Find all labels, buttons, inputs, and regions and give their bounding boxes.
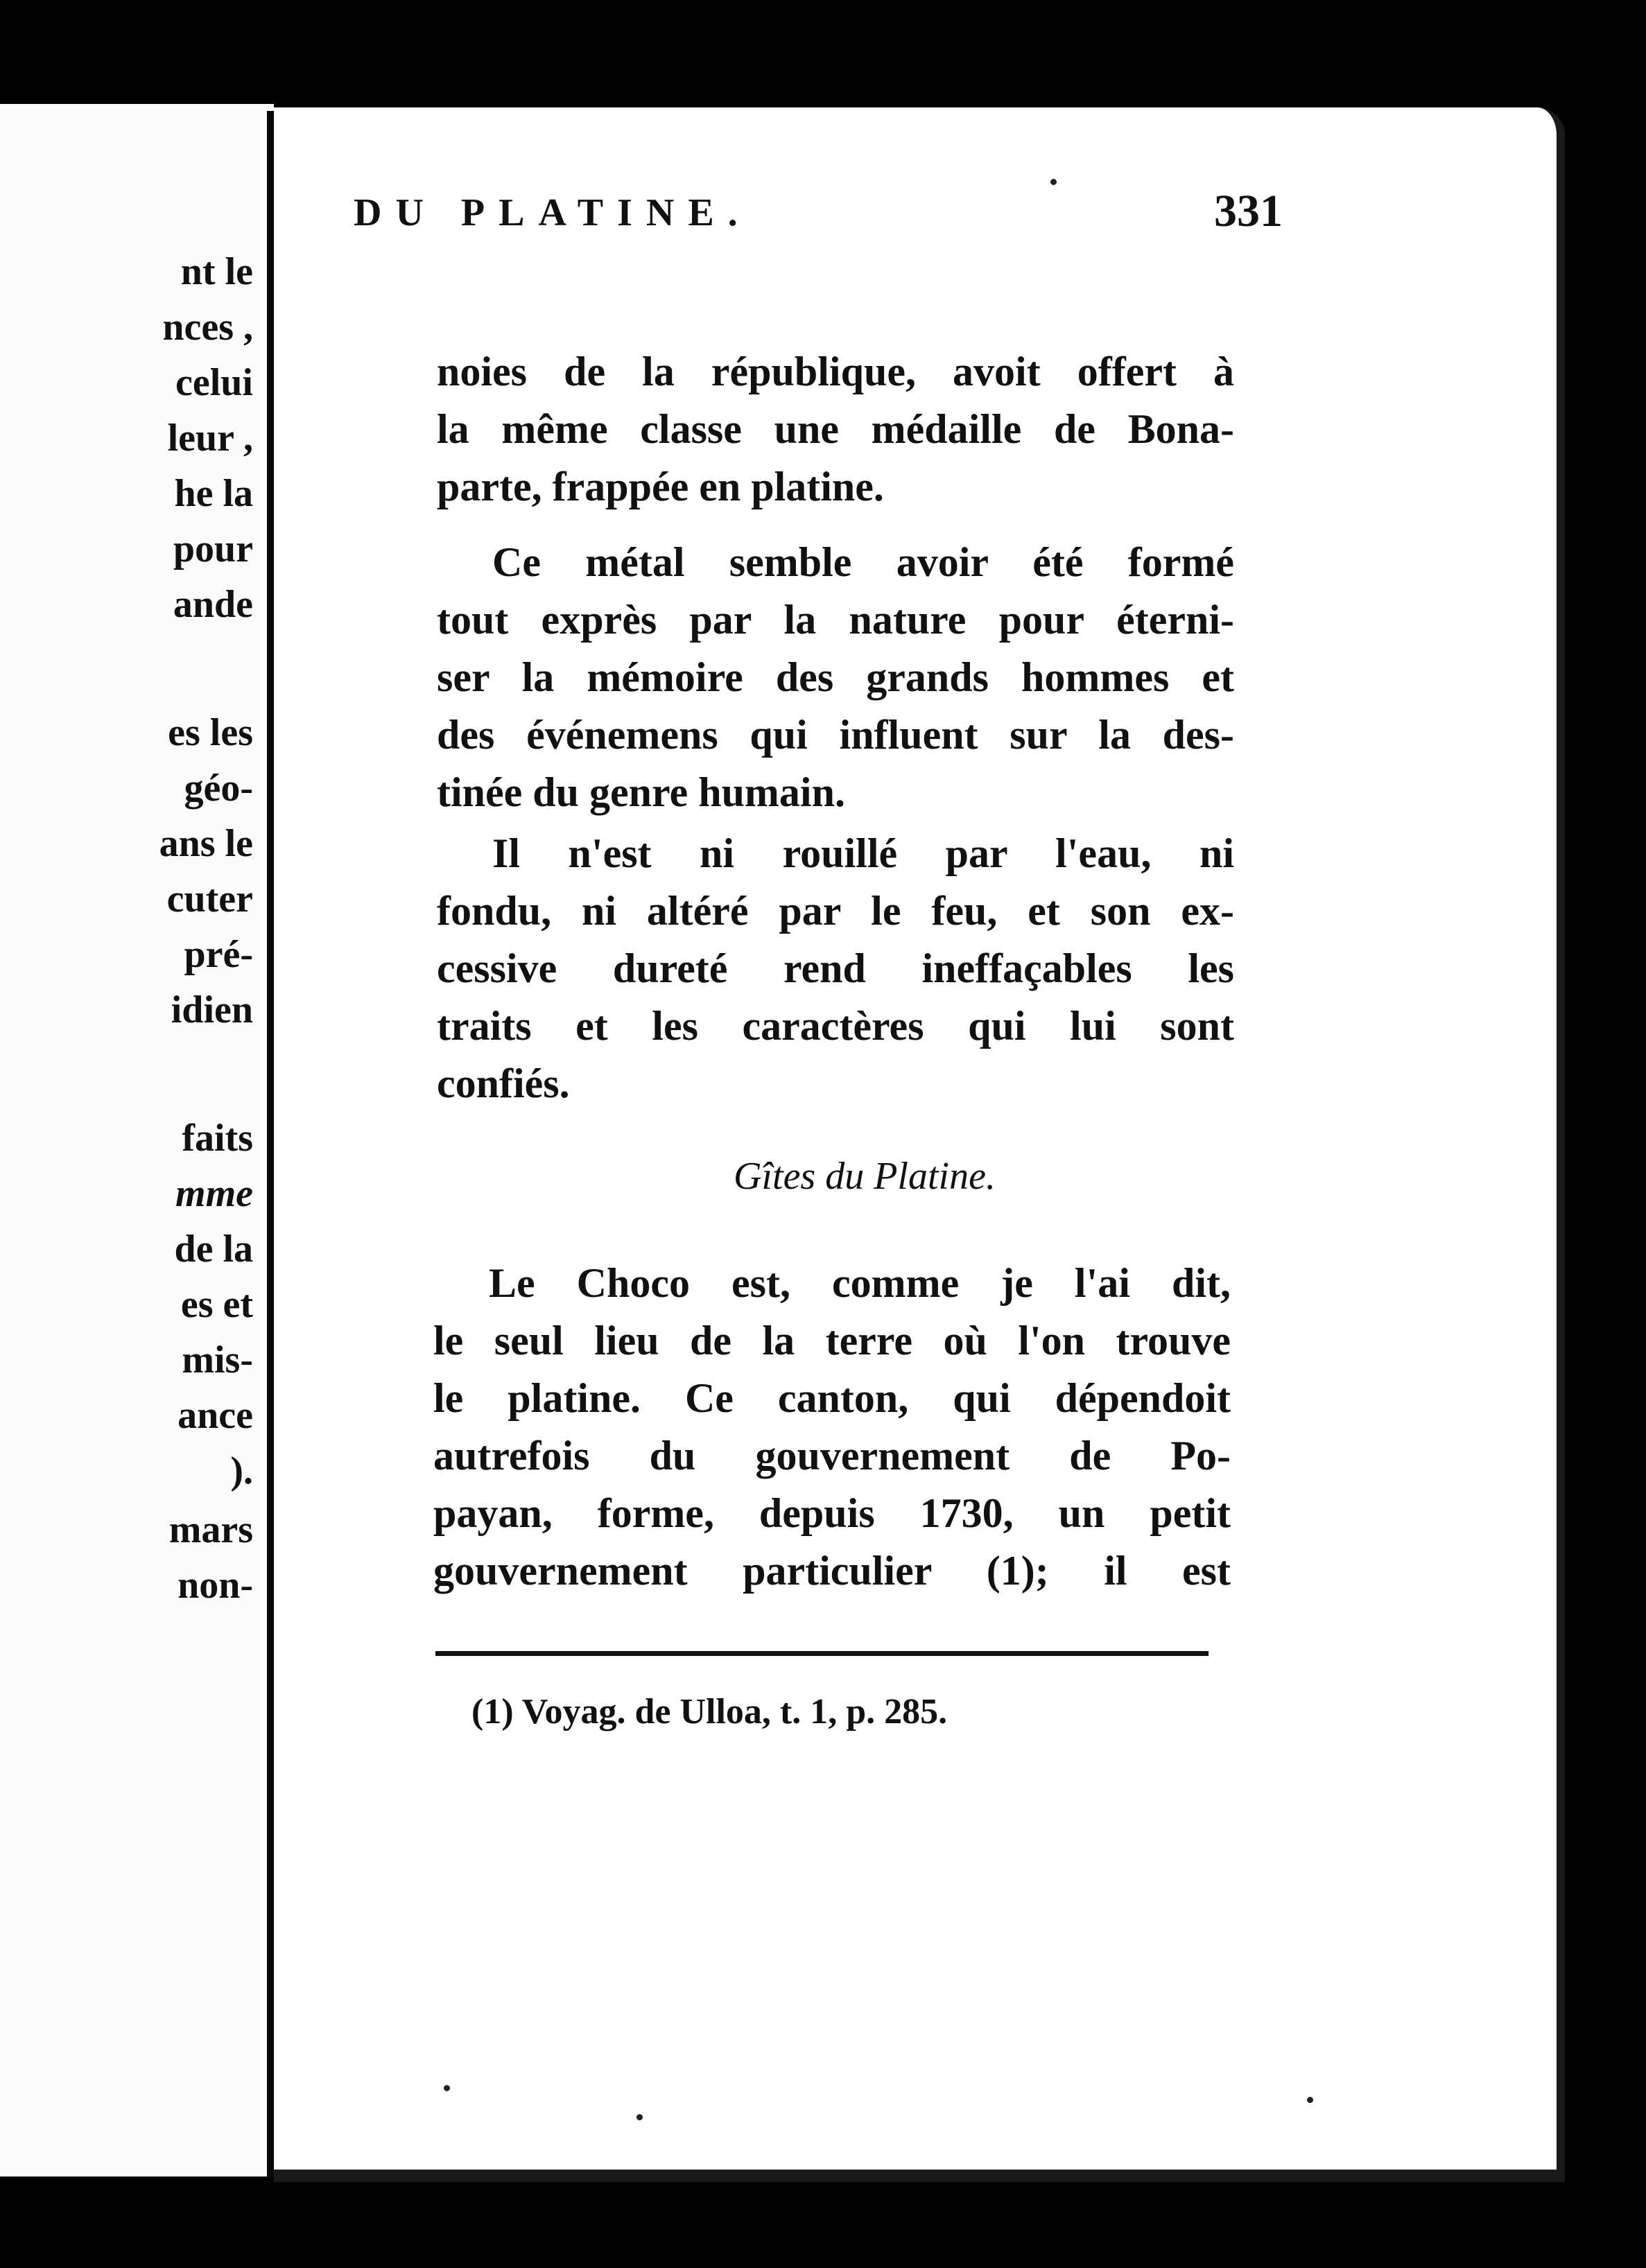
page-number: 331	[1214, 186, 1283, 236]
facing-page-text-fragment: es et	[180, 1283, 253, 1326]
page-header	[354, 186, 1283, 253]
facing-page-text-fragment: es les	[168, 711, 253, 754]
facing-page	[0, 104, 274, 2177]
facing-page-text-fragment: faits	[182, 1117, 253, 1160]
text-line: tout exprès par la nature pour éterni-	[437, 597, 1234, 643]
text-line: le seul lieu de la terre où l'on trouve	[433, 1318, 1231, 1363]
ink-speck	[444, 2085, 450, 2091]
facing-page-text-fragment: mme	[175, 1172, 253, 1215]
text-line: Le Choco est, comme je l'ai dit,	[489, 1260, 1231, 1306]
facing-page-text-fragment: he la	[174, 472, 253, 515]
facing-page-text-fragment: de la	[174, 1228, 253, 1271]
facing-page-text-fragment: ance	[177, 1394, 253, 1437]
text-line: payan, forme, depuis 1730, un petit	[433, 1490, 1231, 1536]
text-line: la même classe une médaille de Bona-	[437, 406, 1234, 452]
text-line: Ce métal semble avoir été formé	[492, 539, 1234, 585]
facing-page-text-fragment: ande	[173, 583, 253, 626]
ink-speck	[636, 2114, 643, 2120]
text-line: le platine. Ce canton, qui dépendoit	[433, 1375, 1231, 1421]
text-line: gouvernement particulier (1); il est	[433, 1548, 1231, 1594]
ink-speck	[1050, 179, 1057, 185]
paragraph-3	[437, 825, 1234, 1113]
facing-page-text-fragment: mars	[168, 1508, 253, 1551]
text-line: parte, frappée en platine.	[437, 464, 884, 509]
facing-page-text-fragment: pré-	[184, 933, 253, 976]
footnote: (1) Voyag. de Ulloa, t. 1, p. 285.	[471, 1692, 948, 1731]
facing-page-text-fragment: ).	[230, 1449, 253, 1492]
text-line: tinée du genre humain.	[437, 769, 845, 815]
text-line: traits et les caractères qui lui sont	[437, 1003, 1234, 1049]
facing-page-text-fragment: non-	[177, 1564, 253, 1607]
ink-speck	[1307, 2097, 1313, 2103]
facing-page-text-fragment: ans le	[159, 822, 253, 865]
paragraph-4	[433, 1255, 1231, 1600]
running-title: DU PLATINE.	[354, 191, 752, 234]
text-line: ser la mémoire des grands hommes et	[437, 654, 1234, 700]
text-line: noies de la république, avoit offert à	[437, 349, 1234, 394]
text-line: cessive dureté rend ineffaçables les	[437, 945, 1234, 991]
footnote-rule	[435, 1651, 1208, 1656]
facing-page-text-fragment: nces ,	[162, 306, 253, 349]
facing-page-text-fragment: leur ,	[167, 417, 253, 460]
section-heading: Gîtes du Platine.	[734, 1155, 996, 1198]
facing-page-text-fragment: géo-	[184, 767, 253, 810]
paragraph-2	[437, 534, 1234, 821]
text-line: des événemens qui influent sur la des-	[437, 712, 1234, 758]
facing-page-text-fragment: pour	[173, 527, 253, 570]
paragraph-1	[437, 343, 1234, 516]
facing-page-text-fragment: mis-	[182, 1338, 253, 1381]
facing-page-text-fragment: cuter	[166, 878, 253, 921]
facing-page-text-fragment: nt le	[180, 250, 253, 293]
text-line: fondu, ni altéré par le feu, et son ex-	[437, 888, 1234, 934]
facing-page-text-fragment: celui	[175, 361, 253, 404]
text-line: confiés.	[437, 1061, 570, 1106]
facing-page-text-fragment: idien	[171, 988, 253, 1031]
text-line: autrefois du gouvernement de Po-	[433, 1433, 1231, 1478]
text-line: Il n'est ni rouillé par l'eau, ni	[492, 830, 1234, 876]
